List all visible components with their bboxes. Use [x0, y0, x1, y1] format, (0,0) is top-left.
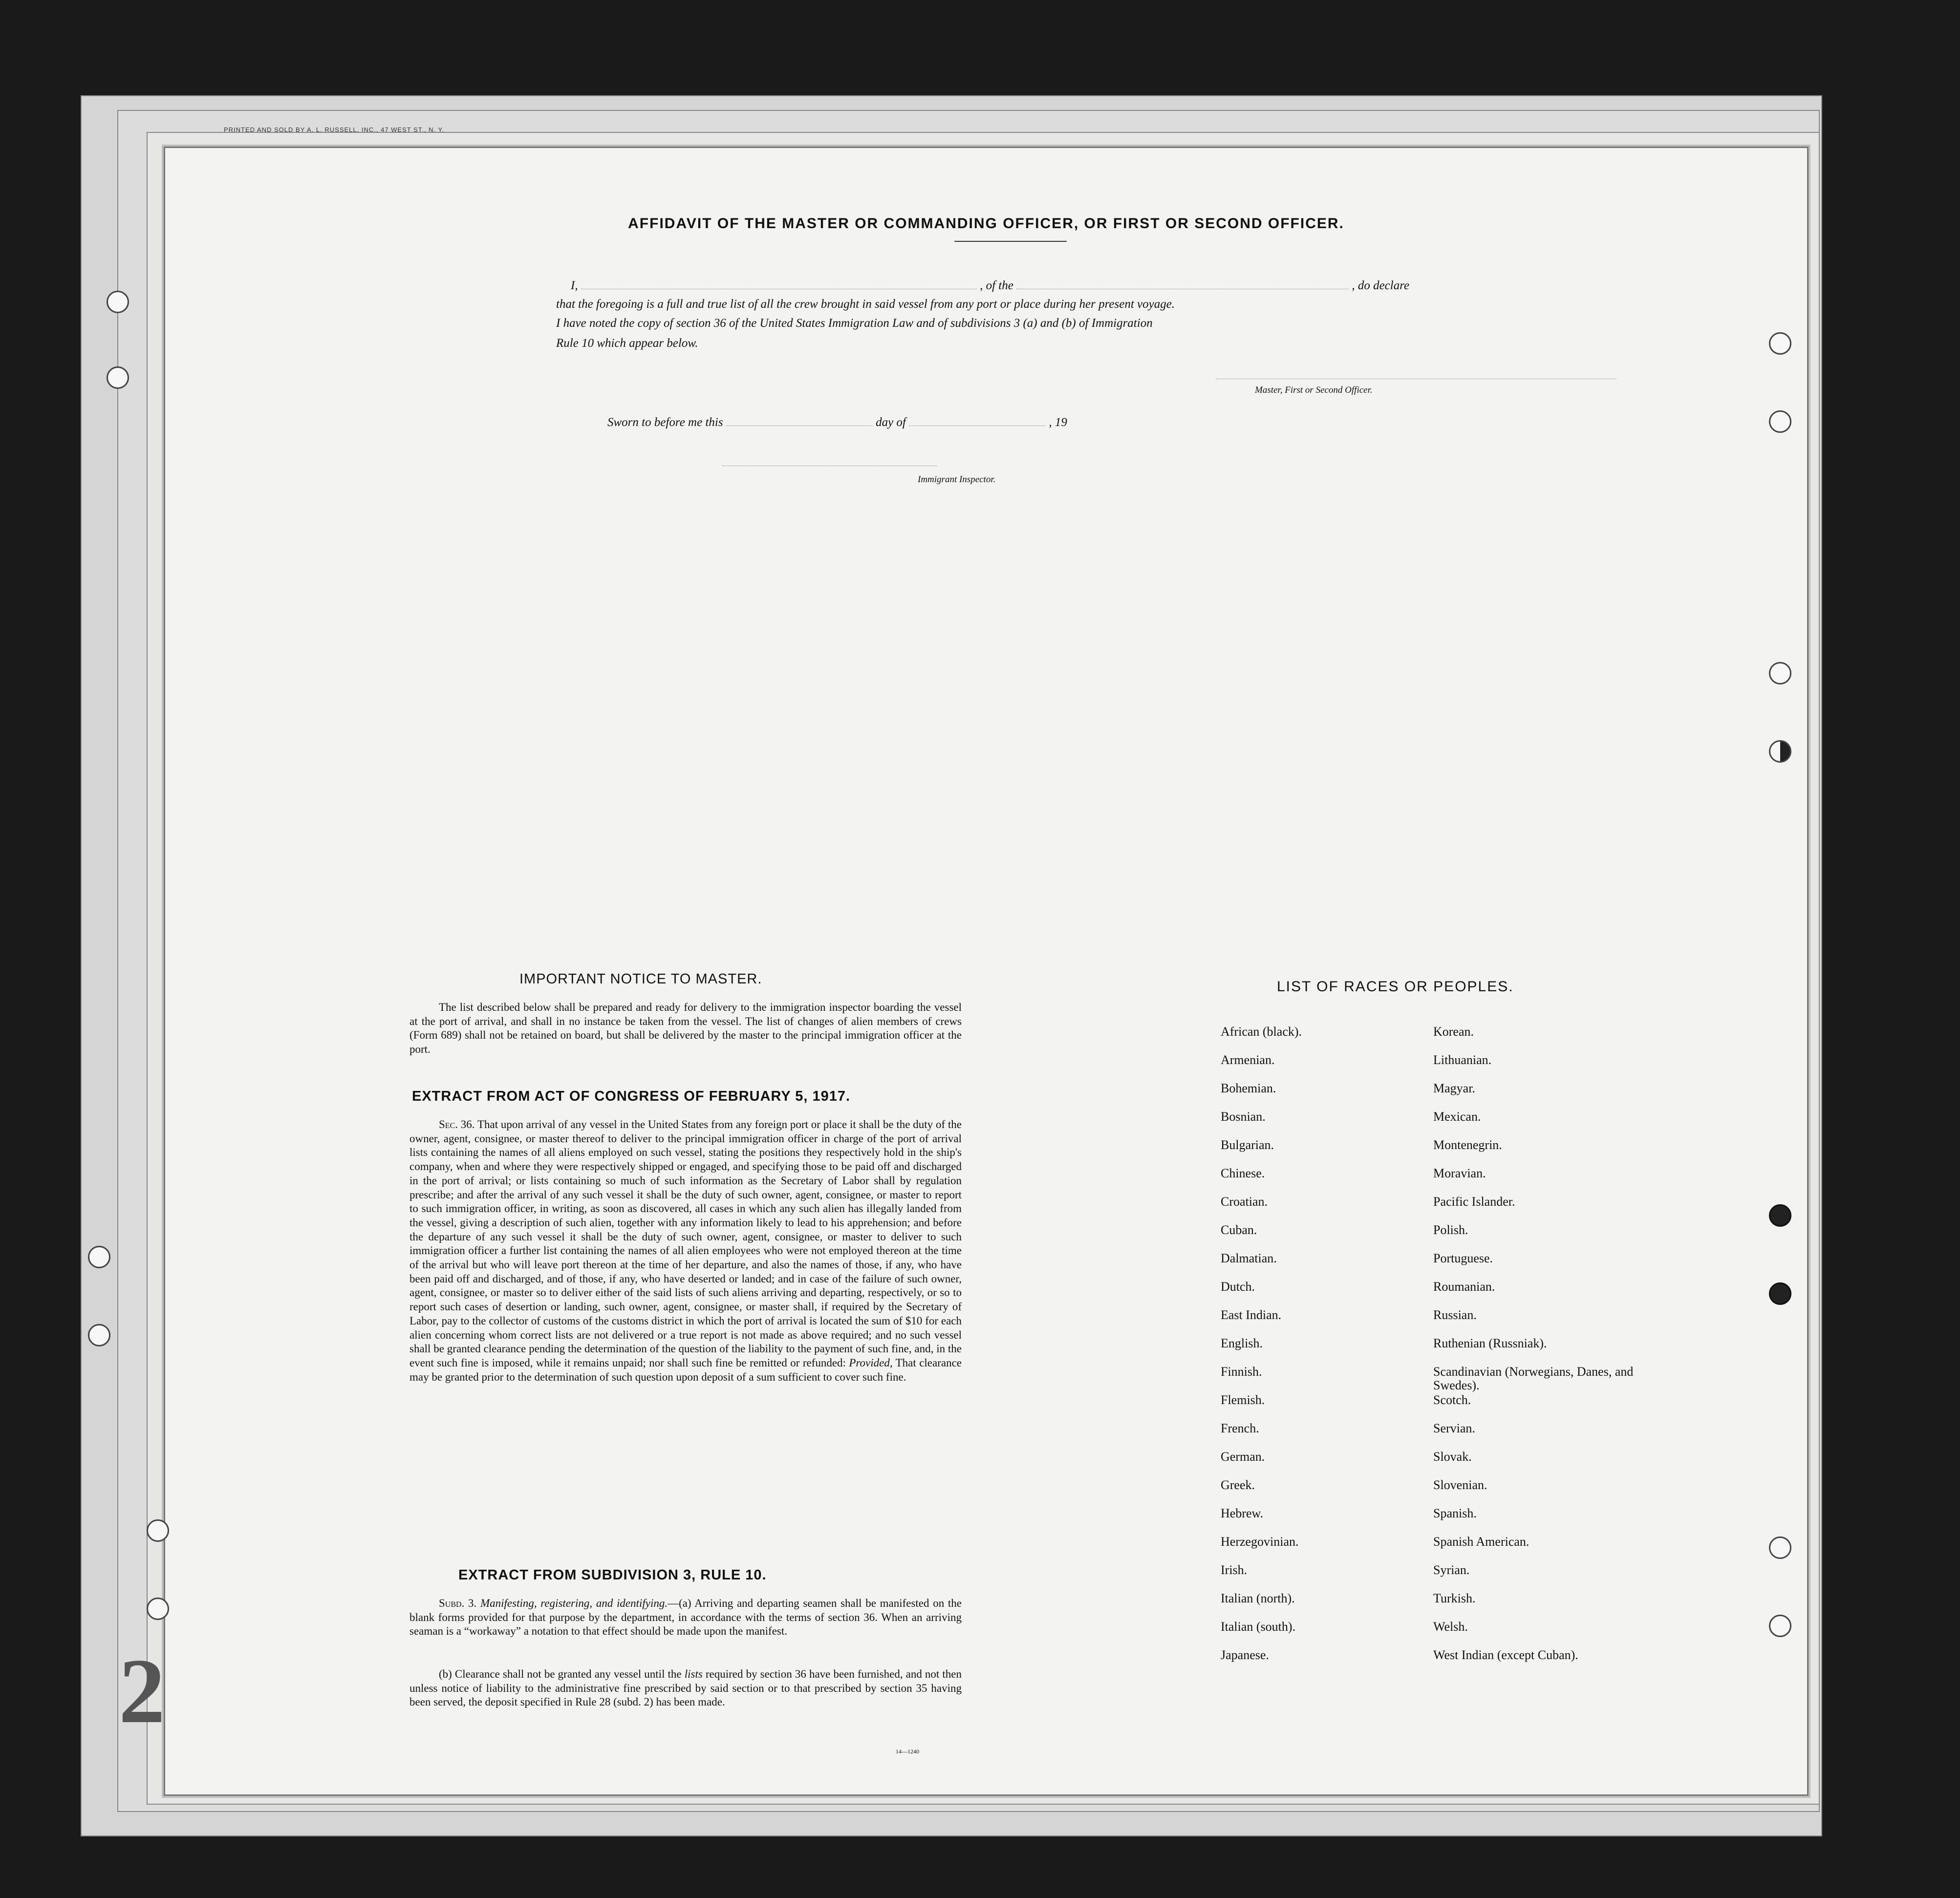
race-item: Italian (south). [1221, 1620, 1296, 1634]
punch-hole [1769, 1204, 1791, 1227]
race-item: Slovak. [1433, 1450, 1472, 1464]
printer-line: PRINTED AND SOLD BY A. L. RUSSELL, INC., 47 WEST ST., N. Y. [224, 126, 445, 133]
race-item: Russian. [1433, 1308, 1477, 1322]
punch-hole [1769, 740, 1791, 763]
race-item: Korean. [1433, 1024, 1474, 1039]
punch-hole [147, 1598, 169, 1620]
rule-heading: EXTRACT FROM SUBDIVISION 3, RULE 10. [458, 1567, 767, 1583]
rule-text-a [409, 1597, 962, 1639]
sworn-day-field[interactable] [726, 416, 873, 426]
punch-hole [1769, 410, 1791, 433]
sworn-month-field[interactable] [909, 416, 1046, 426]
punch-hole [107, 366, 129, 389]
punch-hole [1769, 1615, 1791, 1637]
races-left-column [1221, 1025, 1416, 1677]
subd-label: Subd. 3. [439, 1597, 477, 1609]
b-text-1: Clearance shall not be granted any vessel until the [454, 1668, 682, 1680]
act-text [409, 1118, 962, 1384]
race-item: Montenegrin. [1433, 1138, 1502, 1152]
race-item: German. [1221, 1450, 1265, 1464]
race-item: Ruthenian (Russniak). [1433, 1336, 1547, 1350]
race-item: Scotch. [1433, 1393, 1471, 1407]
race-item: Bulgarian. [1221, 1138, 1274, 1152]
provided-label: Provided, [849, 1356, 893, 1369]
race-item: Italian (north). [1221, 1591, 1295, 1605]
affidavit-line-3: I have noted the copy of section 36 of the United States Immigration Law and of subdivisions 3 (a) and (b) of Immigration [556, 317, 1153, 330]
a-text: Arriving and departing seamen shall be manifested on the blank forms provided for that purpose by the department, in accordance with the terms of section 36. When an arriving seaman is a “workaway” a notation to that effect should be made upon the manifest. [409, 1597, 962, 1638]
act-body: That upon arrival of any vessel in the United States from any foreign port or place it shall be the duty of the owner, agent, consignee, or master thereof to deliver to the principal immigration officer in charge of the port of arrival lists containing the names of all aliens employed on such vessel, stating the positions they respectively hold in the ship's company, when and where they were respectively shipped or engaged, and specifying those to be paid off and discharged in the port of arrival; or lists containing so much of such information as the Secretary of Labor shall by regulation prescribe; and after the arrival of any such vessel it shall be the duty of such owner, agent, consignee, or master to report to such immigration officer, in writing, as soon as discovered, all cases in which any such alien has illegally landed from the vessel, giving a description of such alien, together with any information likely to lead to his apprehension; and before the departure of any such vessel it shall be the duty of such owner, agent, consignee, or master to deliver to such immigration officer a further list containing the names of all alien employees who were not employed thereon at the time of the arrival but who will leave port thereon at the time of her departure, and also the names of those, if any, who have been paid off and discharged, and of those, if any, who have deserted or landed; and in case of the failure of such owner, agent, consignee, or master so to deliver either of the said lists of such aliens arriving and departing, respectively, or so to report such cases of desertion or landing, such owner, agent, consignee, or master shall, if required by the Secretary of Labor, pay to the collector of customs of the customs district in which the port of arrival is located the sum of $10 for each alien concerning whom correct lists are not delivered or a true report is not made as above required; and no such vessel shall be granted clearance pending the determination of the question of the liability to the payment of such fine, and, in the event such fine is imposed, while it remains unpaid; nor shall such fine be remitted or refunded: [409, 1118, 962, 1369]
b-text-2: required by section 36 have been furnished, and not then unless notice of liability to the administrative fine prescribed by said section or to that prescribed by section 35 having been served, the deposit specified in Rule 28 (subd. 2) has been made. [409, 1668, 962, 1708]
races-heading: LIST OF RACES OR PEOPLES. [1277, 979, 1514, 995]
punch-hole [1769, 332, 1791, 355]
race-item: Magyar. [1433, 1081, 1475, 1095]
race-item: French. [1221, 1421, 1259, 1435]
a-label: —(a) [668, 1597, 691, 1609]
race-item: Greek. [1221, 1478, 1255, 1492]
of-the-label: , of the [980, 279, 1013, 292]
race-item: East Indian. [1221, 1308, 1282, 1322]
affidavit-line-1 [571, 279, 1409, 293]
year-label: , 19 [1049, 416, 1067, 429]
punch-hole [107, 291, 129, 313]
affidavit-line-4: Rule 10 which appear below. [556, 337, 698, 350]
race-item: Dalmatian. [1221, 1251, 1277, 1265]
punch-hole [1769, 1282, 1791, 1305]
race-item: Finnish. [1221, 1365, 1262, 1379]
punch-hole [88, 1324, 110, 1346]
vessel-field[interactable] [1016, 279, 1349, 289]
inspector-label: Immigrant Inspector. [918, 474, 996, 485]
b-lists: lists [684, 1668, 703, 1680]
race-item: Hebrew. [1221, 1506, 1264, 1520]
rule-text-b [409, 1667, 962, 1709]
punch-hole [88, 1246, 110, 1268]
race-item: Croatian. [1221, 1194, 1268, 1209]
affidavit-line-2: that the foregoing is a full and true list of all the crew brought in said vessel from any port or place during her present voyage. [556, 298, 1175, 311]
sec-label: Sec. 36. [439, 1118, 475, 1130]
title-rule [954, 241, 1067, 242]
race-item: Moravian. [1433, 1166, 1486, 1180]
sworn-line [607, 416, 1067, 429]
race-item: Turkish. [1433, 1591, 1476, 1605]
notice-text: The list described below shall be prepared and ready for delivery to the immigration inspector boarding the vessel at the port of arrival, and shall in no instance be taken from the vessel. The list of changes of alien members of crews (Form 689) shall not be retained on board, but shall be delivered by the master to the principal immigration officer at the port. [409, 1001, 962, 1056]
races-right-column [1433, 1025, 1678, 1677]
race-item: Flemish. [1221, 1393, 1265, 1407]
margin-mark: 2 [119, 1640, 165, 1743]
sworn-label: Sworn to before me this [607, 416, 723, 429]
race-item: Syrian. [1433, 1563, 1470, 1577]
b-label: (b) [439, 1668, 452, 1680]
race-item: Bohemian. [1221, 1081, 1276, 1095]
act-heading: EXTRACT FROM ACT OF CONGRESS OF FEBRUARY 5, 1917. [412, 1088, 851, 1104]
race-item: Spanish American. [1433, 1535, 1529, 1549]
race-item: Polish. [1433, 1223, 1468, 1237]
do-declare-label: , do declare [1352, 279, 1410, 292]
affidavit-sheet [119, 147, 1809, 1796]
notice-heading: IMPORTANT NOTICE TO MASTER. [519, 971, 762, 987]
race-item: Welsh. [1433, 1620, 1468, 1634]
punch-hole [1769, 662, 1791, 684]
race-item: African (black). [1221, 1024, 1302, 1039]
master-signature-label: Master, First or Second Officer. [1255, 385, 1373, 395]
race-item: Spanish. [1433, 1506, 1477, 1520]
race-item: Herzegovinian. [1221, 1535, 1299, 1549]
name-field[interactable] [581, 279, 977, 289]
race-item: Chinese. [1221, 1166, 1265, 1180]
race-item: English. [1221, 1336, 1263, 1350]
race-item: Roumanian. [1433, 1280, 1495, 1294]
form-code: 14—1240 [896, 1748, 919, 1755]
race-item: Scandinavian (Norwegians, Danes, and Swedes). [1433, 1365, 1634, 1392]
race-item: West Indian (except Cuban). [1433, 1648, 1578, 1662]
day-of-label: day of [876, 416, 906, 429]
race-item: Portuguese. [1433, 1251, 1493, 1265]
race-item: Mexican. [1433, 1109, 1481, 1124]
subd-title: Manifesting, registering, and identifying. [480, 1597, 668, 1609]
page-title: AFFIDAVIT OF THE MASTER OR COMMANDING OFFICER, OR FIRST OR SECOND OFFICER. [628, 215, 1344, 232]
race-item: Armenian. [1221, 1053, 1275, 1067]
i-label: I, [571, 279, 578, 292]
race-item: Dutch. [1221, 1280, 1255, 1294]
race-item: Cuban. [1221, 1223, 1257, 1237]
punch-hole [147, 1519, 169, 1542]
race-item: Pacific Islander. [1433, 1194, 1515, 1209]
race-item: Servian. [1433, 1421, 1475, 1435]
race-item: Japanese. [1221, 1648, 1269, 1662]
race-item: Lithuanian. [1433, 1053, 1492, 1067]
act-body-end: That clearance may be granted prior to the determination of such question upon deposit of a sum sufficient to cover such fine. [409, 1356, 962, 1383]
race-item: Slovenian. [1433, 1478, 1487, 1492]
race-item: Bosnian. [1221, 1109, 1266, 1124]
punch-hole [1769, 1536, 1791, 1559]
race-item: Irish. [1221, 1563, 1248, 1577]
